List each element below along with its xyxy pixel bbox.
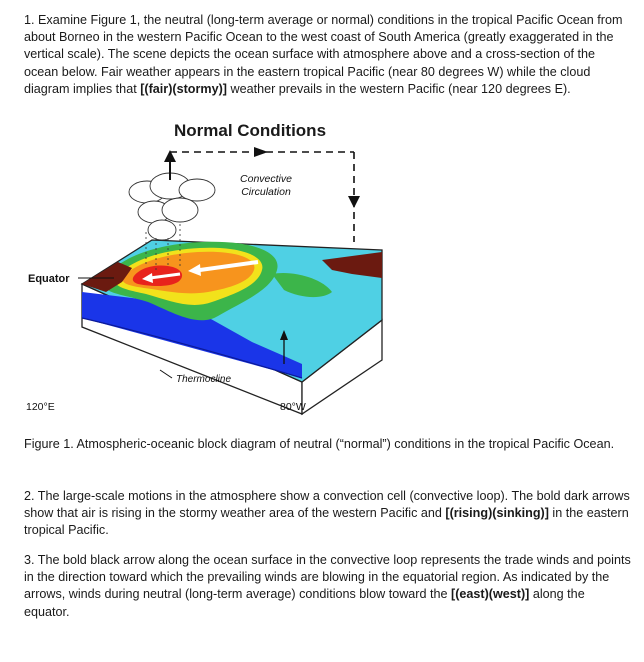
question-2-text: 2. The large-scale motions in the atmosphere show a convection cell (convective loop). The bold dark arrows show that air is rising in the stormy weather area of the western Pacific and (24, 489, 630, 521)
question-2-blank[interactable]: [(rising)(sinking)] (445, 506, 549, 521)
question-1-text-after: weather prevails in the western Pacific (near 120 degrees E). (226, 81, 571, 96)
convective-label: Convective (240, 173, 292, 185)
block-diagram (22, 142, 642, 432)
equator-label: Equator (28, 273, 70, 285)
figure-caption: Figure 1. Atmospheric-oceanic block diagram of neutral (“normal”) conditions in the tropical Pacific Ocean. (24, 437, 615, 451)
diagram-title: Normal Conditions (173, 121, 327, 140)
cloud-icon (129, 173, 215, 240)
question-3-blank[interactable]: [(east)(west)] (451, 587, 530, 602)
circulation-label: Circulation (241, 186, 291, 198)
question-1-text: 1. Examine Figure 1, the neutral (long-term average or normal) conditions in the tropical Pacific Ocean from about Borneo in the western Pacific Ocean to the west coast of South America (greatly exaggerated in the vertical scale). The scene depicts the ocean surface with atmosphere above and a cross-section of the ocean below. Fair weather appears in the eastern tropical Pacific (near 80 degrees W) while the cloud diagram implies that (24, 13, 623, 96)
question-3-text: 3. The bold black arrow along the ocean surface in the convective loop represents the trade winds and points in the direction toward which the prevailing winds are blowing in the equatorial region. As indicated by the arrows, winds during neutral (long-term average) conditions blow toward the (24, 553, 631, 602)
thermocline-leader-line (160, 370, 172, 378)
longitude-east-label: 80°W (280, 401, 306, 413)
upper-flow-arrowhead (254, 147, 268, 157)
sinking-air-arrowhead (348, 196, 360, 208)
thermocline-label: Thermocline (176, 374, 232, 385)
question-3-text-after: along the equator. (24, 587, 585, 619)
longitude-west-label: 120°E (26, 401, 55, 413)
question-2-text-after: in the eastern tropical Pacific. (24, 506, 629, 538)
question-1-blank[interactable]: [(fair)(stormy)] (140, 81, 227, 96)
question-2 (24, 488, 632, 540)
question-1 (24, 12, 632, 98)
question-3 (24, 552, 632, 621)
